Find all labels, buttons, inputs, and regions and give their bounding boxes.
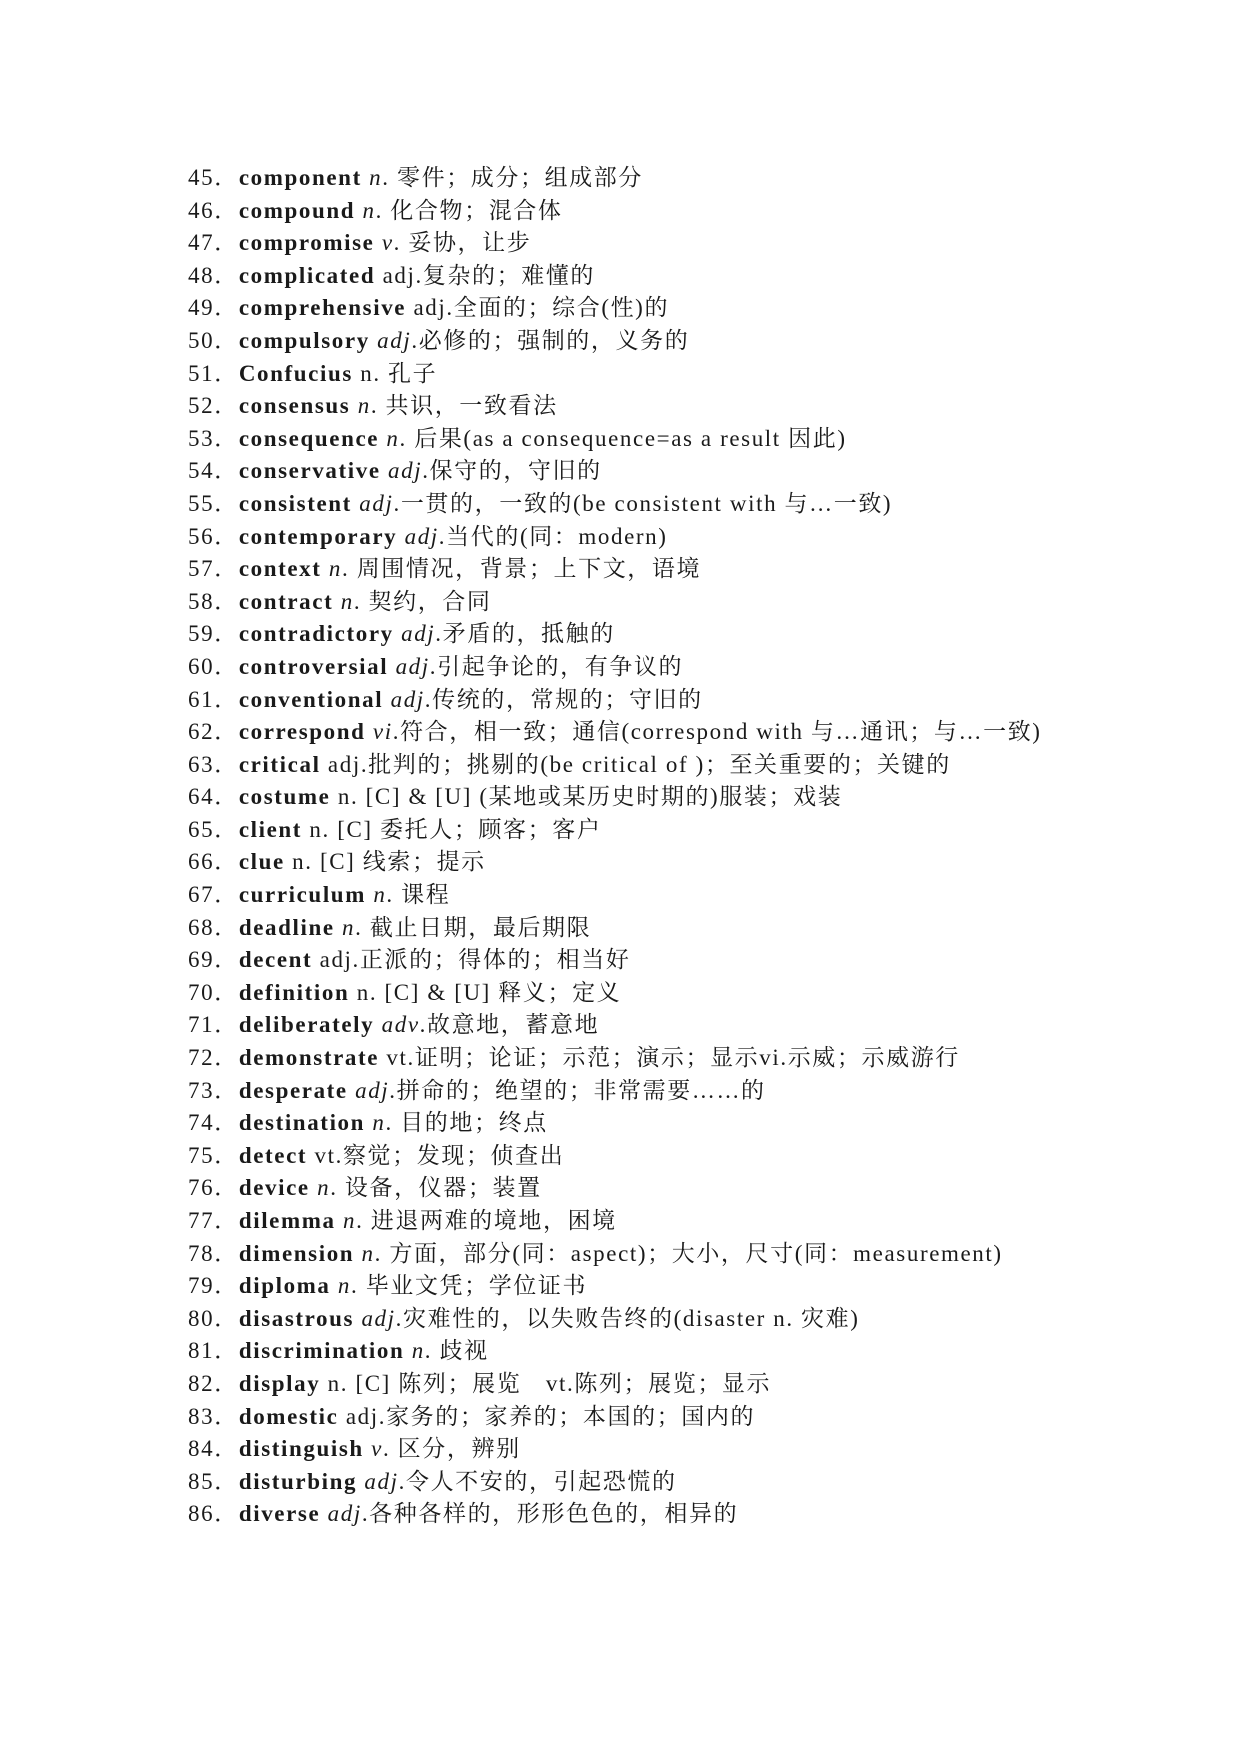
entry-definition: .保守的，守旧的	[422, 458, 602, 484]
entry-definition: . 孔子	[373, 360, 438, 386]
vocab-entry	[188, 684, 1068, 717]
entry-part-of-speech: adj	[393, 621, 436, 647]
entry-number: 81．	[188, 1338, 239, 1364]
entry-part-of-speech: adj	[357, 1468, 399, 1494]
entry-word: disastrous	[238, 1305, 355, 1331]
entry-word: diploma	[238, 1273, 331, 1299]
entry-number: 69．	[188, 947, 239, 973]
entry-number: 53．	[188, 425, 239, 451]
entry-number: 59．	[188, 621, 239, 647]
entry-part-of-speech: n	[284, 849, 306, 875]
entry-word: contract	[238, 588, 334, 614]
entry-part-of-speech: adj	[320, 1501, 362, 1527]
entry-part-of-speech: adj	[338, 1403, 379, 1429]
entry-number: 72．	[188, 1045, 239, 1071]
entry-part-of-speech: vt	[307, 1142, 336, 1168]
entry-word: domestic	[238, 1403, 339, 1429]
vocab-entry	[188, 1401, 1068, 1434]
entry-word: discrimination	[238, 1338, 405, 1364]
vocab-entry	[188, 618, 1068, 651]
entry-part-of-speech: adj	[351, 490, 394, 516]
vocab-entry	[188, 716, 1068, 749]
entry-number: 77．	[188, 1208, 239, 1233]
entry-number: 71．	[188, 1012, 239, 1038]
vocab-entry	[188, 977, 1068, 1010]
entry-number: 76．	[188, 1175, 239, 1201]
entry-part-of-speech: n	[334, 914, 356, 940]
entry-word: curriculum	[238, 882, 366, 908]
entry-definition: . 方面，部分(同：aspect)；大小，尺寸(同：measurement)	[374, 1240, 1003, 1266]
entry-part-of-speech: n	[309, 1175, 331, 1201]
entry-number: 66．	[188, 849, 239, 875]
entry-definition: .矛盾的，抵触的	[435, 621, 615, 647]
vocab-entry	[188, 358, 1068, 391]
entry-part-of-speech: adj	[347, 1077, 390, 1103]
entry-word: Confucius	[238, 360, 353, 386]
entry-word: diverse	[238, 1501, 321, 1527]
entry-number: 63．	[188, 751, 239, 777]
entry-word: conventional	[238, 686, 384, 712]
entry-word: compulsory	[238, 327, 370, 353]
entry-definition: . 目的地；终点	[385, 1110, 548, 1136]
entry-word: clue	[238, 849, 285, 875]
entry-definition: .批判的；挑剔的(be critical of )；至关重要的；关键的	[360, 751, 951, 777]
entry-part-of-speech: adj	[380, 458, 423, 484]
vocab-entry	[188, 162, 1068, 195]
entry-part-of-speech: adv	[374, 1012, 420, 1038]
entry-definition: . 契约，合同	[353, 588, 492, 614]
vocab-entry	[188, 1172, 1068, 1205]
entry-word: consequence	[238, 425, 380, 451]
entry-part-of-speech: adj	[354, 1305, 396, 1331]
entry-word: demonstrate	[238, 1045, 380, 1071]
entry-part-of-speech: n	[379, 425, 400, 451]
entry-part-of-speech: n	[354, 1240, 375, 1266]
entry-number: 75．	[188, 1142, 239, 1168]
entry-number: 48．	[188, 262, 239, 288]
entry-number: 64．	[188, 784, 239, 810]
entry-word: client	[238, 816, 303, 842]
entry-word: consistent	[238, 490, 352, 516]
entry-definition: . [C] 线索；提示	[305, 849, 486, 875]
vocab-entry	[188, 846, 1068, 879]
entry-part-of-speech: n	[320, 1370, 341, 1396]
entry-word: controversial	[238, 653, 389, 679]
vocab-entry	[188, 749, 1068, 782]
entry-word: dilemma	[238, 1208, 336, 1233]
vocab-entry	[188, 1042, 1068, 1075]
entry-part-of-speech: n	[355, 197, 376, 223]
vocab-entry	[188, 455, 1068, 488]
entry-word: display	[238, 1370, 321, 1396]
entry-definition: .家务的；家养的；本国的；国内的	[378, 1403, 756, 1429]
entry-definition: . 进退两难的境地，困境	[356, 1208, 617, 1233]
entry-number: 54．	[188, 458, 239, 484]
entry-number: 67．	[188, 882, 239, 908]
vocab-entry	[188, 1433, 1068, 1466]
entry-definition: .复杂的；难懂的	[415, 262, 596, 288]
entry-word: detect	[238, 1142, 308, 1168]
vocab-entry	[188, 260, 1068, 293]
entry-definition: . 化合物；混合体	[375, 197, 563, 223]
entry-part-of-speech: adj	[383, 686, 425, 712]
vocab-entry	[188, 325, 1068, 358]
entry-word: comprehensive	[238, 295, 407, 321]
entry-definition: .必修的；强制的，义务的	[411, 327, 690, 353]
entry-word: contradictory	[238, 621, 394, 647]
entry-word: compromise	[238, 230, 375, 256]
entry-word: decent	[238, 947, 313, 973]
entry-part-of-speech: n	[302, 816, 323, 842]
entry-number: 82．	[188, 1370, 239, 1396]
entry-number: 85．	[188, 1468, 239, 1494]
entry-definition: . 零件；成分；组成部分	[382, 165, 643, 190]
vocab-entry	[188, 553, 1068, 586]
entry-part-of-speech: vi	[365, 719, 393, 745]
entry-number: 74．	[188, 1110, 239, 1136]
entry-word: component	[238, 165, 362, 190]
vocab-entry	[188, 521, 1068, 554]
vocab-entry	[188, 781, 1068, 814]
entry-definition: . 课程	[386, 882, 451, 908]
entry-definition: .察觉；发现；侦查出	[335, 1142, 565, 1168]
entry-word: destination	[238, 1110, 366, 1136]
entry-part-of-speech: adj	[406, 295, 447, 321]
entry-number: 65．	[188, 816, 239, 842]
entry-number: 73．	[188, 1077, 239, 1103]
entry-definition: .灾难性的，以失败告终的(disaster n. 灾难)	[395, 1305, 860, 1331]
vocab-entry	[188, 651, 1068, 684]
entry-number: 56．	[188, 523, 239, 549]
vocab-entry	[188, 488, 1068, 521]
entry-number: 70．	[188, 979, 239, 1005]
entry-number: 80．	[188, 1305, 239, 1331]
entry-definition: .引起争论的，有争议的	[429, 653, 684, 679]
vocab-entry	[188, 586, 1068, 619]
entry-word: context	[238, 556, 322, 582]
entry-definition: . [C] & [U] 释义；定义	[369, 979, 622, 1005]
entry-part-of-speech: n	[333, 588, 354, 614]
vocab-entry	[188, 292, 1068, 325]
entry-number: 68．	[188, 914, 239, 940]
vocab-entry	[188, 1238, 1068, 1271]
entry-definition: .当代的(同：modern)	[438, 523, 668, 549]
entry-definition: . 共识，一致看法	[370, 393, 558, 419]
entry-part-of-speech: n	[349, 979, 370, 1005]
entry-definition: .拼命的；绝望的；非常需要……的	[389, 1077, 766, 1103]
entry-word: deliberately	[238, 1012, 375, 1038]
vocab-entry	[188, 1498, 1068, 1531]
entry-part-of-speech: adj	[397, 523, 439, 549]
entry-definition: .故意地，蓄意地	[419, 1012, 600, 1038]
entry-number: 86．	[188, 1501, 239, 1527]
entry-part-of-speech: vt	[379, 1045, 408, 1071]
entry-part-of-speech: adj	[312, 947, 353, 973]
vocab-entry	[188, 1107, 1068, 1140]
entry-number: 47．	[188, 230, 239, 256]
entry-number: 55．	[188, 490, 239, 516]
entry-part-of-speech: adj	[320, 751, 361, 777]
entry-definition: . [C] 委托人；顾客；客户	[322, 816, 602, 842]
entry-definition: .传统的，常规的；守旧的	[424, 686, 703, 712]
entry-definition: .符合，相一致；通信(correspond with 与…通讯；与…一致)	[392, 719, 1042, 745]
entry-definition: . 截止日期，最后期限	[355, 914, 592, 940]
entry-number: 79．	[188, 1273, 239, 1299]
entry-number: 52．	[188, 393, 239, 419]
entry-part-of-speech: n	[330, 1273, 351, 1299]
entry-definition: . [C] 陈列；展览 vt.陈列；展览；显示	[340, 1370, 772, 1396]
entry-definition: .令人不安的，引起恐慌的	[398, 1468, 677, 1494]
entry-number: 62．	[188, 719, 239, 745]
entry-part-of-speech: n	[365, 1110, 386, 1136]
vocab-entry	[188, 1270, 1068, 1303]
entry-part-of-speech: v	[363, 1436, 383, 1462]
vocab-entry	[188, 1335, 1068, 1368]
entry-number: 60．	[188, 653, 239, 679]
vocab-entry	[188, 227, 1068, 260]
entry-word: contemporary	[238, 523, 398, 549]
vocab-entry	[188, 879, 1068, 912]
entry-part-of-speech: v	[374, 230, 394, 256]
vocab-entry	[188, 1009, 1068, 1042]
entry-definition: . 歧视	[424, 1338, 489, 1364]
entry-word: conservative	[238, 458, 381, 484]
entry-number: 45．	[188, 165, 239, 190]
entry-definition: . 妥协，让步	[393, 230, 532, 256]
entry-part-of-speech: n	[404, 1338, 425, 1364]
entry-definition: . 设备，仪器；装置	[330, 1175, 542, 1201]
entry-number: 84．	[188, 1436, 239, 1462]
entry-number: 78．	[188, 1240, 239, 1266]
entry-part-of-speech: adj	[369, 327, 412, 353]
entry-word: disturbing	[238, 1468, 358, 1494]
entry-part-of-speech: n	[330, 784, 351, 810]
entry-definition: . 周围情况，背景；上下文，语境	[342, 556, 702, 582]
entry-number: 51．	[188, 360, 239, 386]
entry-number: 61．	[188, 686, 239, 712]
vocab-entry	[188, 1075, 1068, 1108]
vocab-entry	[188, 195, 1068, 228]
entry-part-of-speech: adj	[375, 262, 416, 288]
entry-part-of-speech: n	[365, 882, 387, 908]
entry-definition: .一贯的，一致的(be consistent with 与…一致)	[393, 490, 893, 516]
entry-word: deadline	[238, 914, 335, 940]
entry-word: dimension	[238, 1240, 355, 1266]
vocab-entry	[188, 1205, 1068, 1238]
entry-part-of-speech: adj	[388, 653, 430, 679]
entry-definition: .各种各样的，形形色色的，相异的	[361, 1501, 739, 1527]
entry-part-of-speech: n	[352, 360, 374, 386]
vocab-entry	[188, 390, 1068, 423]
entry-word: correspond	[238, 719, 366, 745]
vocab-entry	[188, 814, 1068, 847]
entry-word: critical	[238, 751, 321, 777]
vocab-entry	[188, 1140, 1068, 1173]
entry-part-of-speech: n	[350, 393, 371, 419]
entry-definition: . 后果(as a consequence=as a result 因此)	[399, 425, 847, 451]
entry-word: consensus	[238, 393, 351, 419]
entry-word: distinguish	[238, 1436, 364, 1462]
entry-definition: .正派的；得体的；相当好	[352, 947, 631, 973]
entry-number: 50．	[188, 327, 239, 353]
entry-number: 49．	[188, 295, 239, 321]
entry-word: definition	[238, 979, 350, 1005]
entry-definition: .全面的；综合(性)的	[446, 295, 670, 321]
entry-word: desperate	[238, 1077, 348, 1103]
vocabulary-list	[188, 162, 1068, 1531]
entry-word: device	[238, 1175, 310, 1201]
entry-part-of-speech: n	[335, 1208, 357, 1233]
vocab-entry	[188, 1303, 1068, 1336]
entry-definition: . [C] & [U] (某地或某历史时期的)服装；戏装	[350, 784, 843, 810]
entry-part-of-speech: n	[361, 165, 383, 190]
entry-definition: .证明；论证；示范；演示；显示vi.示威；示威游行	[407, 1045, 960, 1071]
entry-definition: . 区分，辨别	[382, 1436, 521, 1462]
entry-number: 46．	[188, 197, 239, 223]
vocab-entry	[188, 944, 1068, 977]
vocab-entry	[188, 1368, 1068, 1401]
entry-number: 57．	[188, 556, 239, 582]
vocab-entry	[188, 1466, 1068, 1499]
entry-word: complicated	[238, 262, 376, 288]
entry-definition: . 毕业文凭；学位证书	[351, 1273, 588, 1299]
entry-number: 83．	[188, 1403, 239, 1429]
entry-word: costume	[238, 784, 331, 810]
vocab-entry	[188, 423, 1068, 456]
entry-word: compound	[238, 197, 356, 223]
entry-number: 58．	[188, 588, 239, 614]
entry-part-of-speech: n	[321, 556, 342, 582]
vocab-entry	[188, 912, 1068, 945]
